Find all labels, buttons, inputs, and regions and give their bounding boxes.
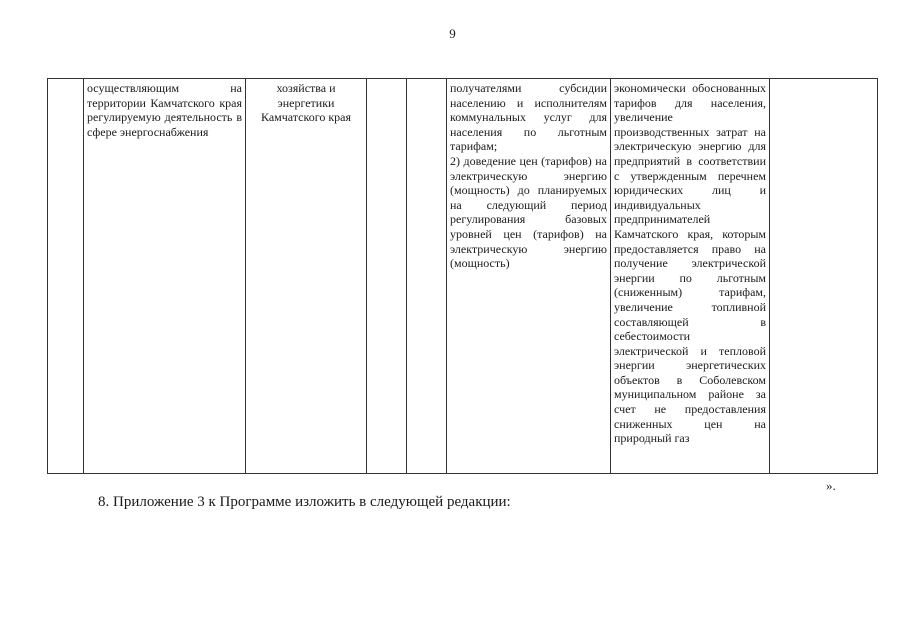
- program-table: [47, 78, 878, 474]
- table-row: [48, 79, 878, 474]
- table-cell-link: [770, 79, 878, 474]
- table-cell-number: [48, 79, 84, 474]
- amendment-paragraph: 8. Приложение 3 к Программе изложить в следующей редакции:: [98, 494, 511, 510]
- table-cell-consequences: экономически обоснованных тарифов для населения, увеличение производственных затрат на электрическую энергию для предприятий в соответствии с утвержденным перечнем юридических лиц и индивидуальных предпринимателей Камчатского края, которым предоставляется право на получение электрической энергии по льготным (сниженным) тарифам, увеличение топливной составляющей в себестоимости электрической и тепловой энергии энергетических объектов в Соболевском муниципальном районе за счет не предоставления сниженных цен на природный газ: [611, 79, 770, 474]
- table-cell-responsible: хозяйства и энергетики Камчатского края: [246, 79, 367, 474]
- table-cell-start: [367, 79, 407, 474]
- page-number: 9: [449, 26, 456, 41]
- table-cell-description: осуществляющим на территории Камчатского края регулируемую деятельность в сфере энергоснабжения: [84, 79, 246, 474]
- table-cell-end: [407, 79, 447, 474]
- table-cell-result: получателями субсидии населению и исполнителям коммунальных услуг для населения по льготным тарифам; 2) доведение цен (тарифов) на электрическую энергию (мощность) до планируемых на следующий период регулирования базовых уровней цен (тарифов) на электрическую энергию (мощность): [447, 79, 611, 474]
- closing-quote: ».: [826, 478, 836, 493]
